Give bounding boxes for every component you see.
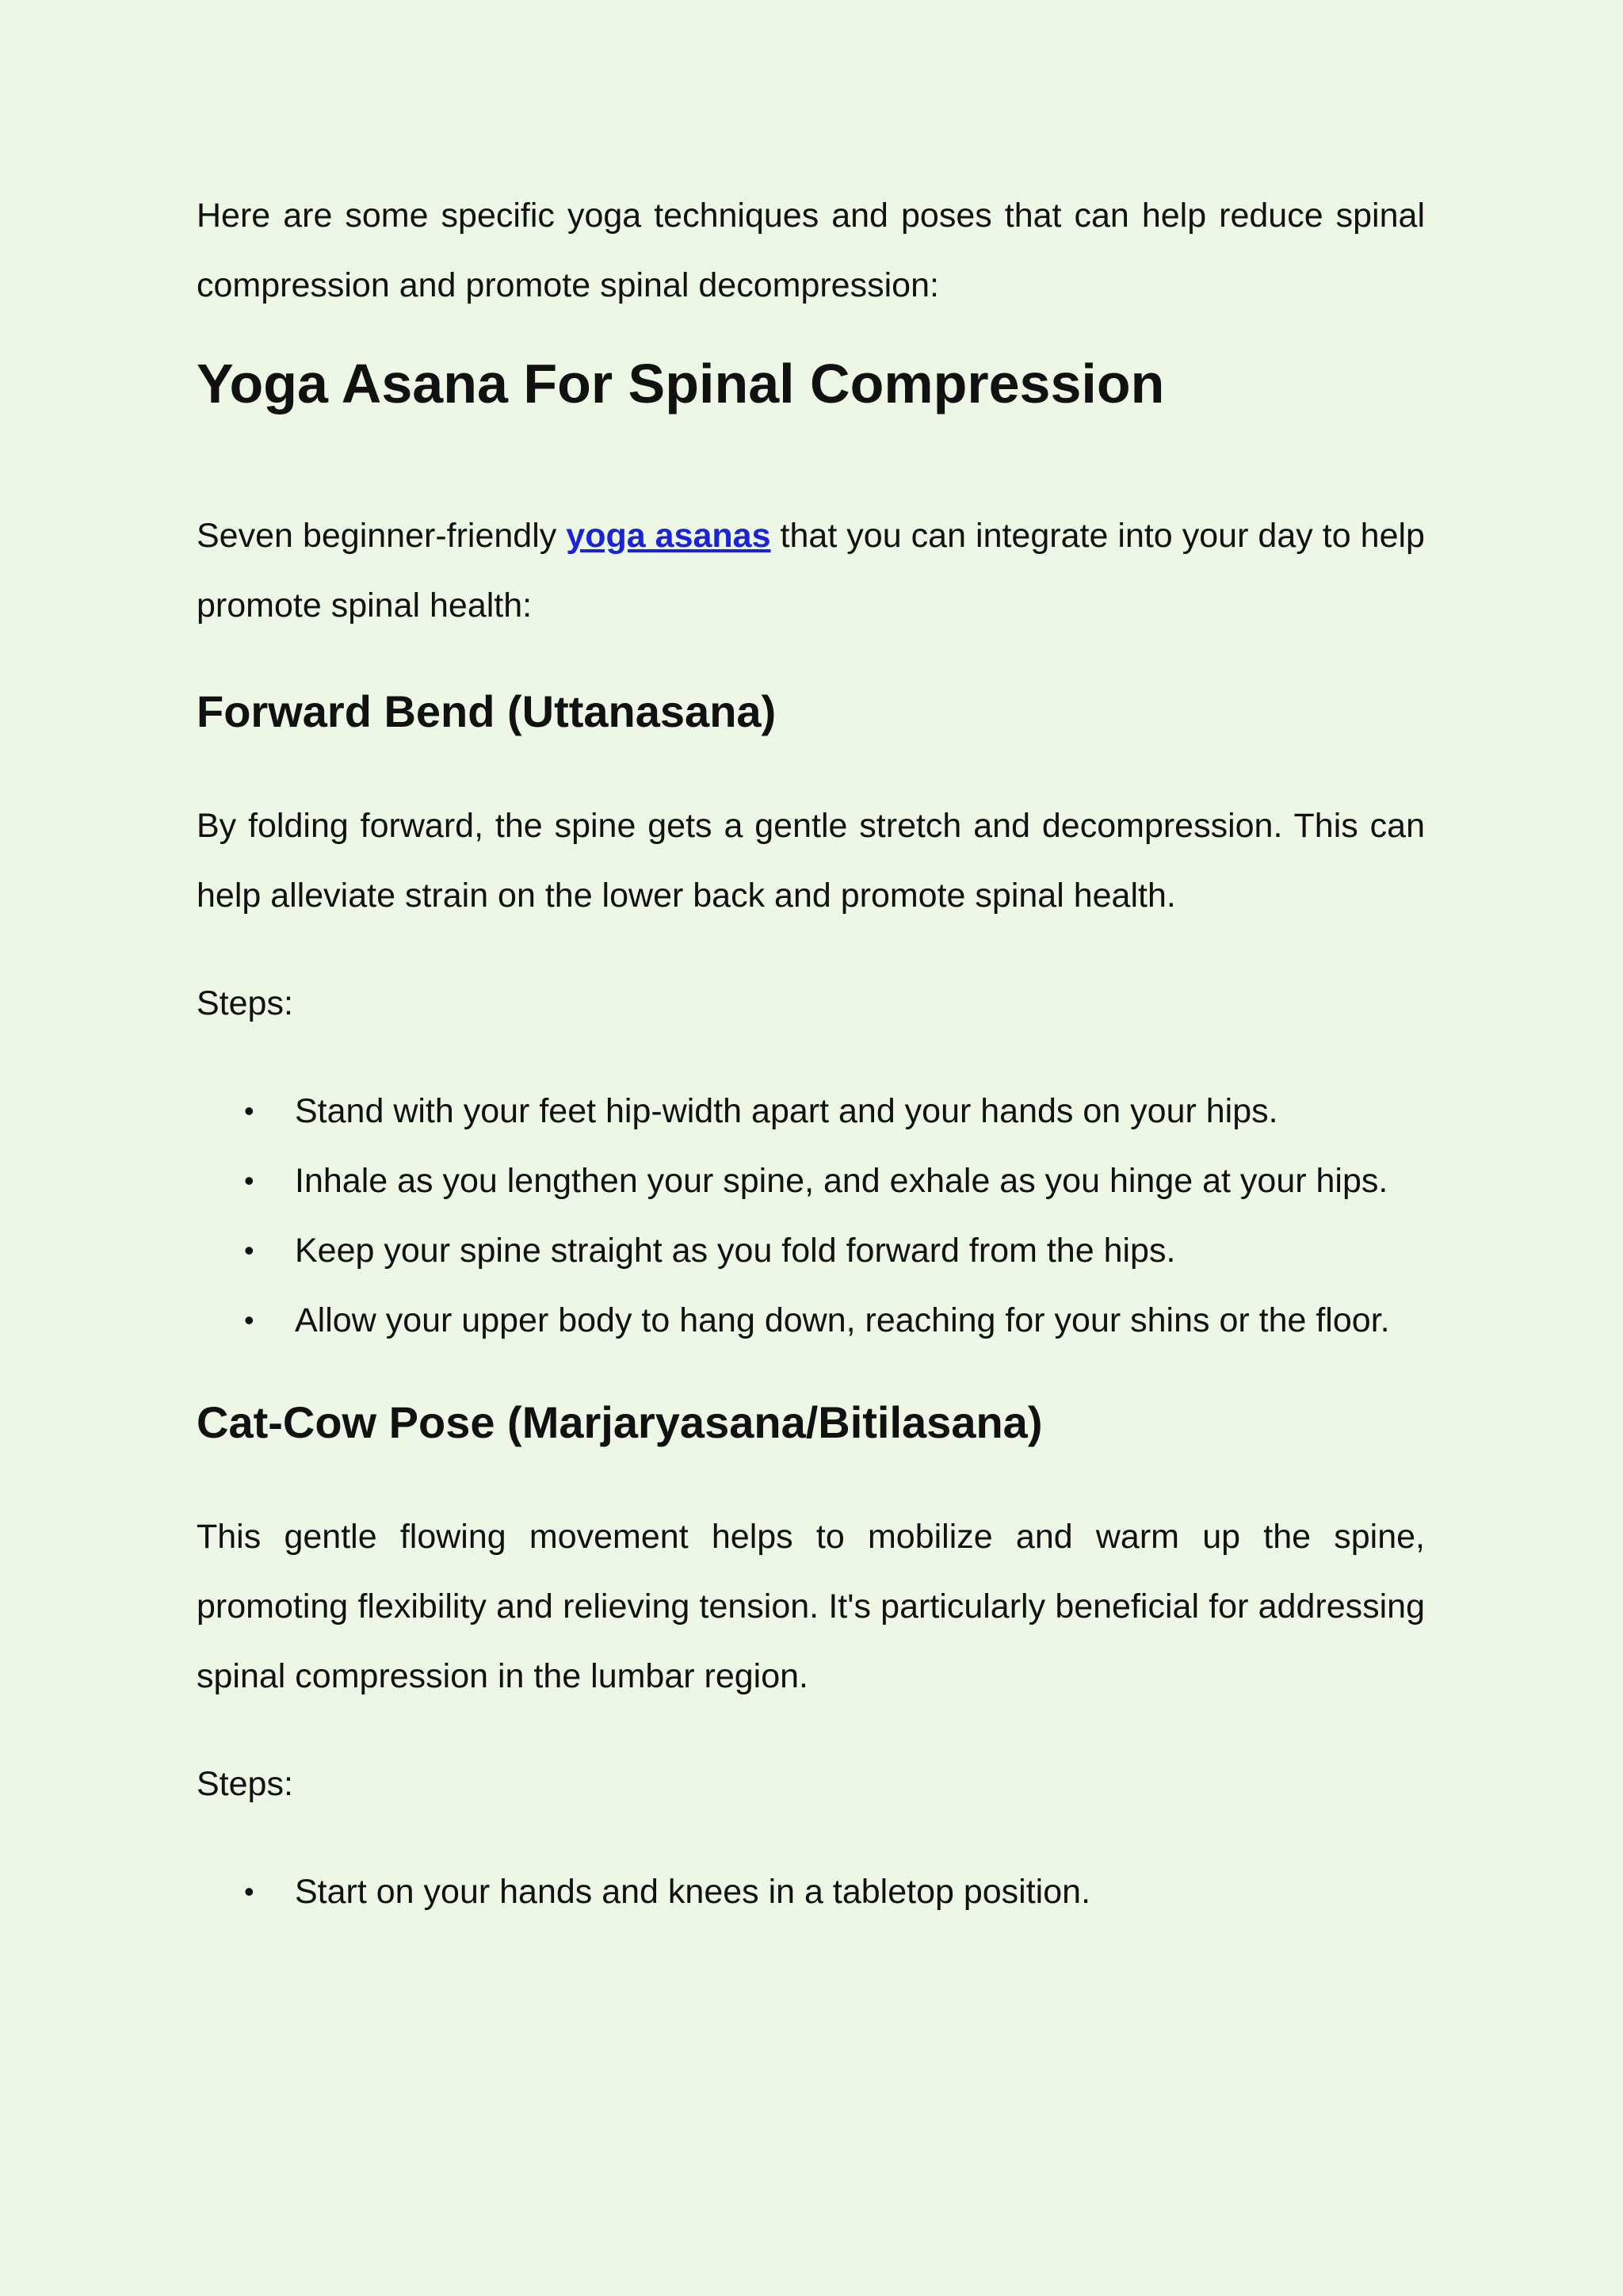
main-heading: Yoga Asana For Spinal Compression [197, 353, 1165, 415]
steps-label: Steps: [197, 1765, 293, 1803]
yoga-asanas-link[interactable]: yoga asanas [566, 517, 771, 555]
step-text: Allow your upper body to hang down, reaching for your shins or the floor. [295, 1301, 1390, 1339]
step-text: Stand with your feet hip-width apart and your hands on your hips. [295, 1092, 1278, 1130]
steps-list-cat-cow [197, 1857, 1425, 1927]
steps-list-forward-bend [197, 1076, 1425, 1355]
asanas-intro-paragraph [197, 501, 1425, 640]
bullet-icon: • [244, 1164, 254, 1197]
step-text: Start on your hands and knees in a tabletop position. [295, 1873, 1091, 1911]
section-description-forward-bend: By folding forward, the spine gets a gentle stretch and decompression. This can help alleviate strain on the lower back and promote spinal health. [197, 807, 1425, 915]
list-item [197, 1857, 1425, 1927]
step-text: Keep your spine straight as you fold forward from the hips. [295, 1232, 1176, 1270]
asanas-intro-before: Seven beginner-friendly [197, 517, 567, 555]
asanas-intro-after: that you can integrate into your day to help promote spinal health: [197, 517, 1425, 625]
section-heading-cat-cow: Cat-Cow Pose (Marjaryasana/Bitilasana) [197, 1397, 1043, 1447]
list-item [197, 1076, 1425, 1146]
steps-label: Steps: [197, 984, 293, 1022]
intro-paragraph: Here are some specific yoga techniques and poses that can help reduce spinal compression and promote spinal decompression: [197, 197, 1425, 304]
step-text: Inhale as you lengthen your spine, and exhale as you hinge at your hips. [295, 1162, 1388, 1200]
bullet-icon: • [244, 1875, 254, 1908]
bullet-icon: • [244, 1234, 254, 1266]
bullet-icon: • [244, 1095, 254, 1127]
section-heading-forward-bend: Forward Bend (Uttanasana) [197, 686, 777, 736]
list-item [197, 1146, 1425, 1216]
section-description-cat-cow: This gentle flowing movement helps to mobilize and warm up the spine, promoting flexibility and relieving tension. It's particularly beneficial for addressing spinal compression in the lumbar region. [197, 1518, 1425, 1695]
list-item [197, 1286, 1425, 1355]
document-content [197, 181, 1425, 1927]
list-item [197, 1216, 1425, 1286]
bullet-icon: • [244, 1304, 254, 1336]
